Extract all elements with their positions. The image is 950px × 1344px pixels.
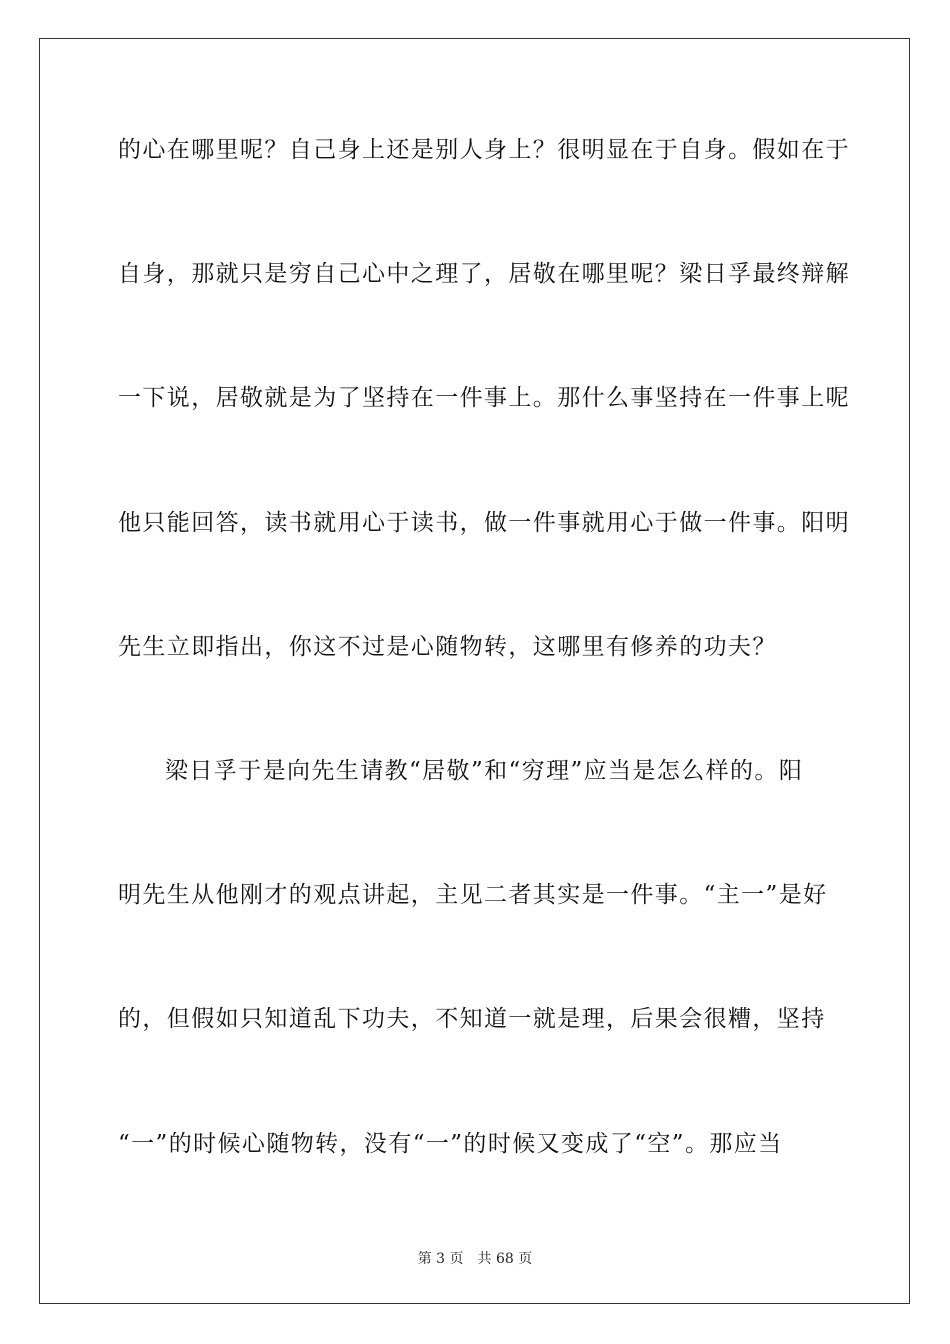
text-line-9: “一”的时候心随物转，没有“一”的时候又变成了“空”。那应当	[118, 1131, 783, 1157]
page-number-footer: 第 3 页 共 68 页	[417, 1251, 533, 1267]
text-line-3: 一下说，居敬就是为了坚持在一件事上。那什么事坚持在一件事上呢	[118, 385, 850, 411]
text-line-5: 先生立即指出，你这不过是心随物转，这哪里有修养的功夫？	[118, 634, 777, 660]
text-line-1: 的心在哪里呢？自己身上还是别人身上？很明显在于自身。假如在于	[118, 137, 850, 163]
text-line-8: 的，但假如只知道乱下功夫，不知道一就是理，后果会很糟，坚持	[118, 1006, 826, 1032]
text-line-7: 明先生从他刚才的观点讲起，主见二者其实是一件事。“主一”是好	[118, 882, 828, 908]
text-line-6: 梁日孚于是向先生请教“居敬”和“穷理”应当是怎么样的。阳	[165, 758, 804, 784]
page-border	[39, 38, 910, 1304]
text-line-2: 自身，那就只是穷自己心中之理了，居敬在哪里呢？梁日孚最终辩解	[118, 261, 850, 287]
text-line-4: 他只能回答，读书就用心于读书，做一件事就用心于做一件事。阳明	[118, 510, 850, 536]
